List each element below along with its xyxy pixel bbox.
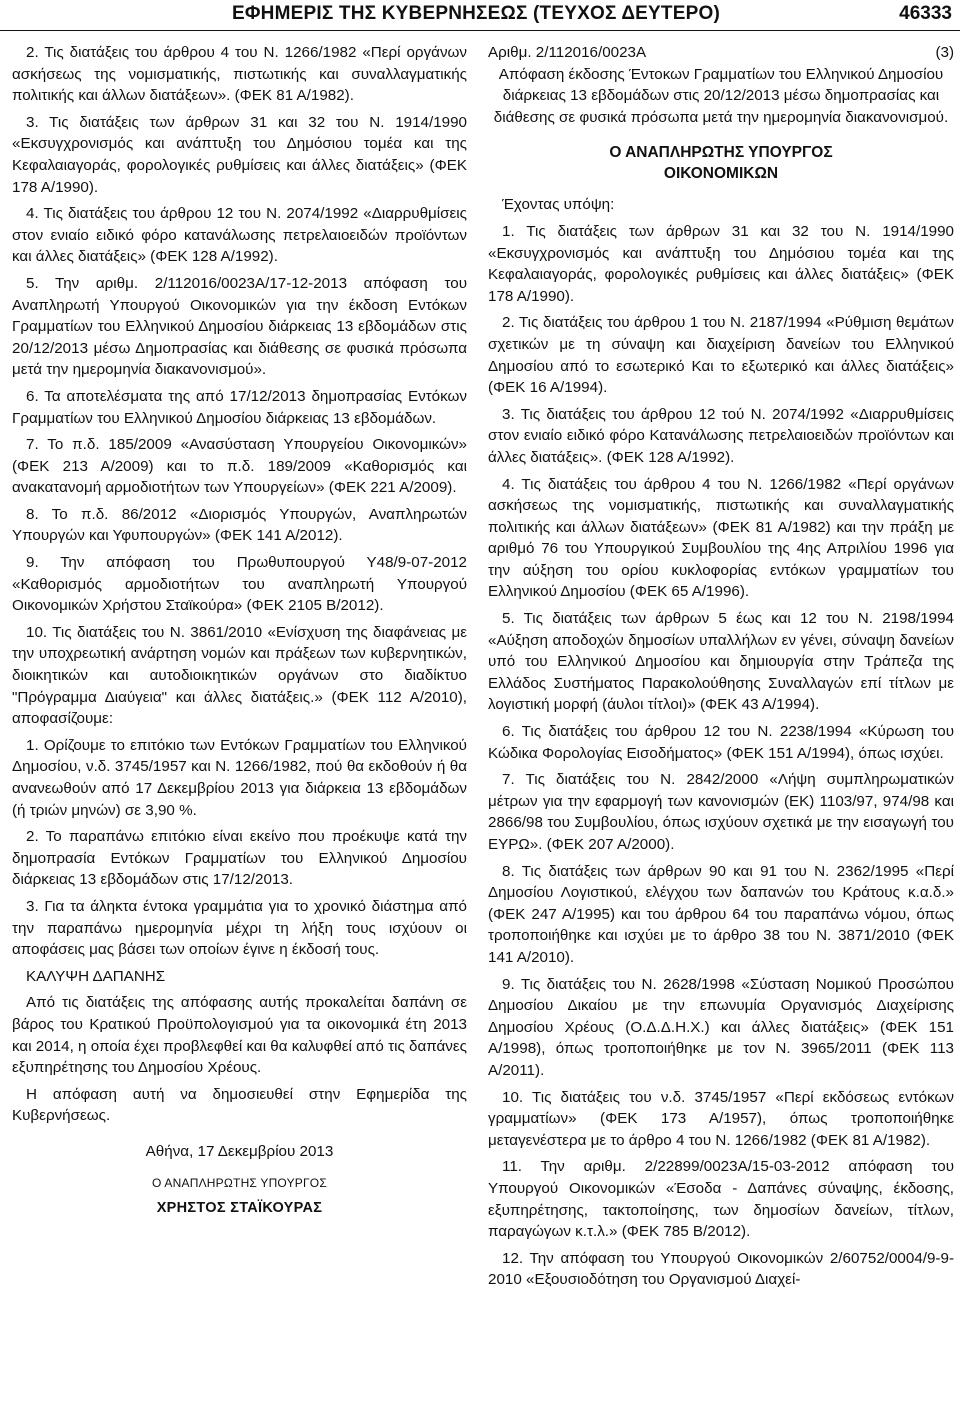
decision-article: 2. Το παραπάνω επιτόκιο είναι εκείνο που προέκυψε κατά την δημοπρασία Εντόκων Γραμματίων του Ελληνικού Δημοσίου διάρκειας 13 εβδομάδων στις 17/12/2013. — [12, 828, 467, 889]
authority-heading — [488, 142, 954, 184]
considering-label: Έχοντας υπόψη: — [502, 196, 615, 214]
decision-article: 3. Για τα άληκτα έντοκα γραμμάτια για το χρονικό διάστημα από την παραπάνω ημερομηνία μέχρι τη λήξη τους ισχύουν οι αποφάσεις μας βάσει των οποίων έγινε η έκδοσή τους. — [12, 897, 467, 959]
section-title: ΚΑΛΥΨΗ ΔΑΠΑΝΗΣ — [26, 967, 166, 985]
right-paragraph: 4. Τις διατάξεις του άρθρου 4 του Ν. 1266/1982 «Περί οργάνων ασκήσεως της νομισματικής, πιστωτικής και συναλλαγματικής πολιτικής και άλλων διατάξεων» (ΦΕΚ 81 Α/1982) και την πράξη με αριθμό 76 του Υπουργικού Συμβουλίου της 4ης Απριλίου 1996 για την αύξηση του ορίου κυκλοφορίας εντόκων γραμματίων του Ελληνικού Δημοσίου (ΦΕΚ 65 Α/1996). — [488, 475, 954, 601]
decision-index: (3) — [935, 44, 954, 61]
left-paragraph: 5. Την αριθμ. 2/112016/0023Α/17-12-2013 απόφαση του Αναπληρωτή Υπουργού Οικονομικών για την έκδοση Εντόκων Γραμματίων του Ελληνικού Δημοσίου διάρκειας 13 εβδομάδων στις 20/12/2013 μέσω Δημοπρασίας και διάθεσης σε φυσικά πρόσωπα μετά την ημερομηνία διακανονισμού». — [12, 274, 467, 379]
left-paragraph: 4. Τις διατάξεις του άρθρου 12 του Ν. 2074/1992 «Διαρρυθμίσεις στον ενιαίο ειδικό φόρο κατανάλωσης πετρελαιοειδών προϊόντων και άλλες διατάξεις» (ΦΕΚ 128 Α/1992). — [12, 205, 467, 266]
signoff-name: ΧΡΗΣΤΟΣ ΣΤΑΪΚΟΥΡΑΣ — [156, 1200, 323, 1217]
left-paragraph: 8. Το π.δ. 86/2012 «Διορισμός Υπουργών, Αναπληρωτών Υπουργών και Υφυπουργών» (ΦΕΚ 141 Α/2012). — [12, 505, 467, 545]
right-paragraph: 1. Τις διατάξεις των άρθρων 31 και 32 του Ν. 1914/1990 «Εκσυγχρονισμός και ανάπτυξη του Δημόσιου τομέα και της Κεφαλαιαγοράς, φορολογικές ρυθμίσεις και άλλες διατάξεις» (ΦΕΚ 178 Α/1990). — [488, 222, 954, 305]
decision-subject: Απόφαση έκδοσης Έντοκων Γραμματίων του Ελληνικού Δημοσίου διάρκειας 13 εβδομάδων στις 20/12/2013 μέσω δημοπρασίας και διάθεσης σε φυσικά πρόσωπα μετά την ημερομηνία διακανονισμού. — [493, 65, 949, 126]
right-paragraph: 9. Τις διατάξεις του Ν. 2628/1998 «Σύσταση Νομικού Προσώπου Δημοσίου Δικαίου με την επωνυμία Οργανισμός Διαχείρισης Δημοσίου Χρέους (Ο.Δ.Δ.Η.Χ.) και άλλες διατάξεις» (ΦΕΚ 151 Α/1998), όπως τροποποιήθηκε με τον Ν. 3965/2011 (ΦΕΚ 113 Α/2011). — [488, 975, 954, 1079]
right-paragraph: 8. Τις διατάξεις των άρθρων 90 και 91 του Ν. 2362/1995 «Περί Δημοσίου Λογιστικού, ελέγχου των δαπανών του Κράτους κ.α.δ.» (ΦΕΚ 247 Α/1995) και του άρθρου 64 του παραπάνω νόμου, όπως τροποποιήθηκε και ισχύει με το άρθρο 38 του Ν. 3871/2010 (ΦΕΚ 141 Α/2010). — [488, 862, 954, 966]
left-paragraph: 10. Τις διατάξεις του Ν. 3861/2010 «Ενίσχυση της διαφάνειας με την υποχρεωτική ανάρτηση νομών και πράξεων των κυβερνητικών, διοικητικών και αυτοδιοικητικών οργάνων στο διαδίκτυο "Πρόγραμμα Διαύγεια" και άλλες διατάξεις.» (ΦΕΚ 112 Α/2010), αποφασίζουμε: — [12, 623, 467, 728]
left-paragraph: Από τις διατάξεις της απόφασης αυτής προκαλείται δαπάνη σε βάρος του Κρατικού Προϋπολογισμού για τα οικονομικά έτη 2013 και 2014, η οποία έχει προβλεφθεί και θα καλυφθεί από τις δαπάνες εξυπηρέτησης του Δημοσίου Χρέους. — [12, 994, 467, 1077]
right-paragraph: 3. Τις διατάξεις του άρθρου 12 τού Ν. 2074/1992 «Διαρρυθμίσεις στον ενιαίο ειδικό φόρο Κατανάλωσης πετρελαιοειδών προϊόντων και άλλες διατάξεις». (ΦΕΚ 128 Α/1992). — [488, 405, 954, 466]
left-paragraph: 3. Τις διατάξεις των άρθρων 31 και 32 του Ν. 1914/1990 «Εκσυγχρονισμός και ανάπτυξη του Δημόσιου τομέα και της Κεφαλαιαγοράς, φορολογικές ρυθμίσεις και άλλες διατάξεις» (ΦΕΚ 178 Α/1990). — [12, 113, 467, 196]
right-column — [488, 42, 954, 1291]
right-paragraph: 11. Την αριθμ. 2/22899/0023Α/15-03-2012 απόφαση του Υπουργού Οικονομικών «Έσοδα - Δαπάνες σύναψης, έκδοσης, εξυπηρέτησης, τακτοποίησης, των δημοσίων δανείων, τίτλων, παραγώγων κ.τ.λ.» (ΦΕΚ 785 Β/2012). — [488, 1158, 954, 1241]
right-paragraph: 6. Τις διατάξεις του άρθρου 12 του Ν. 2238/1994 «Κύρωση του Κώδικα Φορολογίας Εισοδήματος» (ΦΕΚ 151 Α/1994), όπως ισχύει. — [488, 723, 954, 762]
header-divider — [0, 30, 960, 31]
left-paragraph: 6. Τα αποτελέσματα της από 17/12/2013 δημοπρασίας Εντόκων Γραμματίων του Ελληνικού Δημοσίου διάρκειας 13 εβδομάδων. — [12, 387, 467, 427]
left-paragraph: 9. Την απόφαση του Πρωθυπουργού Υ48/9-07-2012 «Καθορισμός αρμοδιοτήτων του αναπληρωτή Υπουργού Οικονομικών Χρήστου Σταϊκούρα» (ΦΕΚ 2105 Β/2012). — [12, 554, 467, 615]
signoff-place-date: Αθήνα, 17 Δεκεμβρίου 2013 — [145, 1142, 334, 1160]
gazette-title: ΕΦΗΜΕΡΙΣ ΤΗΣ ΚΥΒΕΡΝΗΣΕΩΣ (ΤΕΥΧΟΣ ΔΕΥΤΕΡΟ) — [232, 3, 720, 24]
right-paragraph: 5. Τις διατάξεις των άρθρων 5 έως και 12 του Ν. 2198/1994 «Αύξηση αποδοχών δημοσίων υπαλλήλων εν γένει, σύναψη δανείων υπό του Ελληνικού Δημοσίου και δημιουργία στην Τράπεζα της Ελλάδος Συστήματος Παρακολούθησης Συναλλαγών επί τίτλων με λογιστική μορφή (άυλοι τίτλοι)» (ΦΕΚ 43 Α/1994). — [488, 610, 954, 714]
right-paragraph: 7. Τις διατάξεις του Ν. 2842/2000 «Λήψη συμπληρωματικών μέτρων για την εφαρμογή των κανονισμών (ΕΚ) 1103/97, 974/98 και 2866/98 του Συμβουλίου, όπως ισχύουν σχετικά με την εισαγωγή του ΕΥΡΩ». (ΦΕΚ 207 Α/2000). — [488, 771, 954, 853]
page-header — [0, 0, 960, 30]
right-paragraph: 10. Τις διατάξεις του ν.δ. 3745/1957 «Περί εκδόσεως εντόκων γραμματίων» (ΦΕΚ 173 Α/1957), όπως τροποποιήθηκε μεταγενέστερα με το άρθρο 4 του Ν. 1266/1982 (ΦΕΚ 81 Α/1982). — [488, 1088, 954, 1149]
left-paragraph: Η απόφαση αυτή να δημοσιευθεί στην Εφημερίδα της Κυβερνήσεως. — [12, 1085, 467, 1125]
left-paragraph: 7. Το π.δ. 185/2009 «Ανασύσταση Υπουργείου Οικονομικών» (ΦΕΚ 213 Α/2009) και το π.δ. 189/2009 «Καθορισμός και ανακατανομή αρμοδιοτήτων των Υπουργείων» (ΦΕΚ 221 Α/2009). — [12, 436, 467, 497]
authority-line: ΟΙΚΟΝΟΜΙΚΩΝ — [663, 165, 779, 183]
left-column — [12, 42, 467, 1220]
decision-header — [488, 42, 954, 64]
signoff-role: Ο ΑΝΑΠΛΗΡΩΤΗΣ ΥΠΟΥΡΓΟΣ — [152, 1175, 327, 1190]
decision-number: Αριθμ. 2/112016/0023Α — [488, 44, 647, 61]
decision-article: 1. Ορίζουμε το επιτόκιο των Εντόκων Γραμματίων του Ελληνικού Δημοσίου, ν.δ. 3745/1957 και Ν. 1266/1982, πού θα εκδοθούν ή θα ανανεωθούν από 17 Δεκεμβρίου 2013 για διάρκεια 13 εβδομάδων (ή τριών μηνών) σε 3,90 %. — [12, 736, 467, 819]
right-paragraph: 2. Τις διατάξεις του άρθρου 1 του Ν. 2187/1994 «Ρύθμιση θεμάτων σχετικών με τη σύναψη και διαχείριση δανείων του Ελληνικού Δημοσίου από το εσωτερικό Και το εξωτερικό και άλλες διατάξεις» (ΦΕΚ 16 Α/1994). — [488, 314, 954, 397]
left-paragraph: 2. Τις διατάξεις του άρθρου 4 του Ν. 1266/1982 «Περί οργάνων ασκήσεως της νομισματικής, πιστωτικής και συναλλαγματικής πολιτικής και άλλων διατάξεων». (ΦΕΚ 81 Α/1982). — [12, 44, 467, 105]
page-number: 46333 — [899, 3, 952, 24]
right-paragraph: 12. Την απόφαση του Υπουργού Οικονομικών 2/60752/0004/9-9-2010 «Εξουσιοδότηση του Οργανισμού Διαχεί- — [488, 1249, 954, 1289]
authority-line: Ο ΑΝΑΠΛΗΡΩΤΗΣ ΥΠΟΥΡΓΟΣ — [609, 144, 833, 162]
